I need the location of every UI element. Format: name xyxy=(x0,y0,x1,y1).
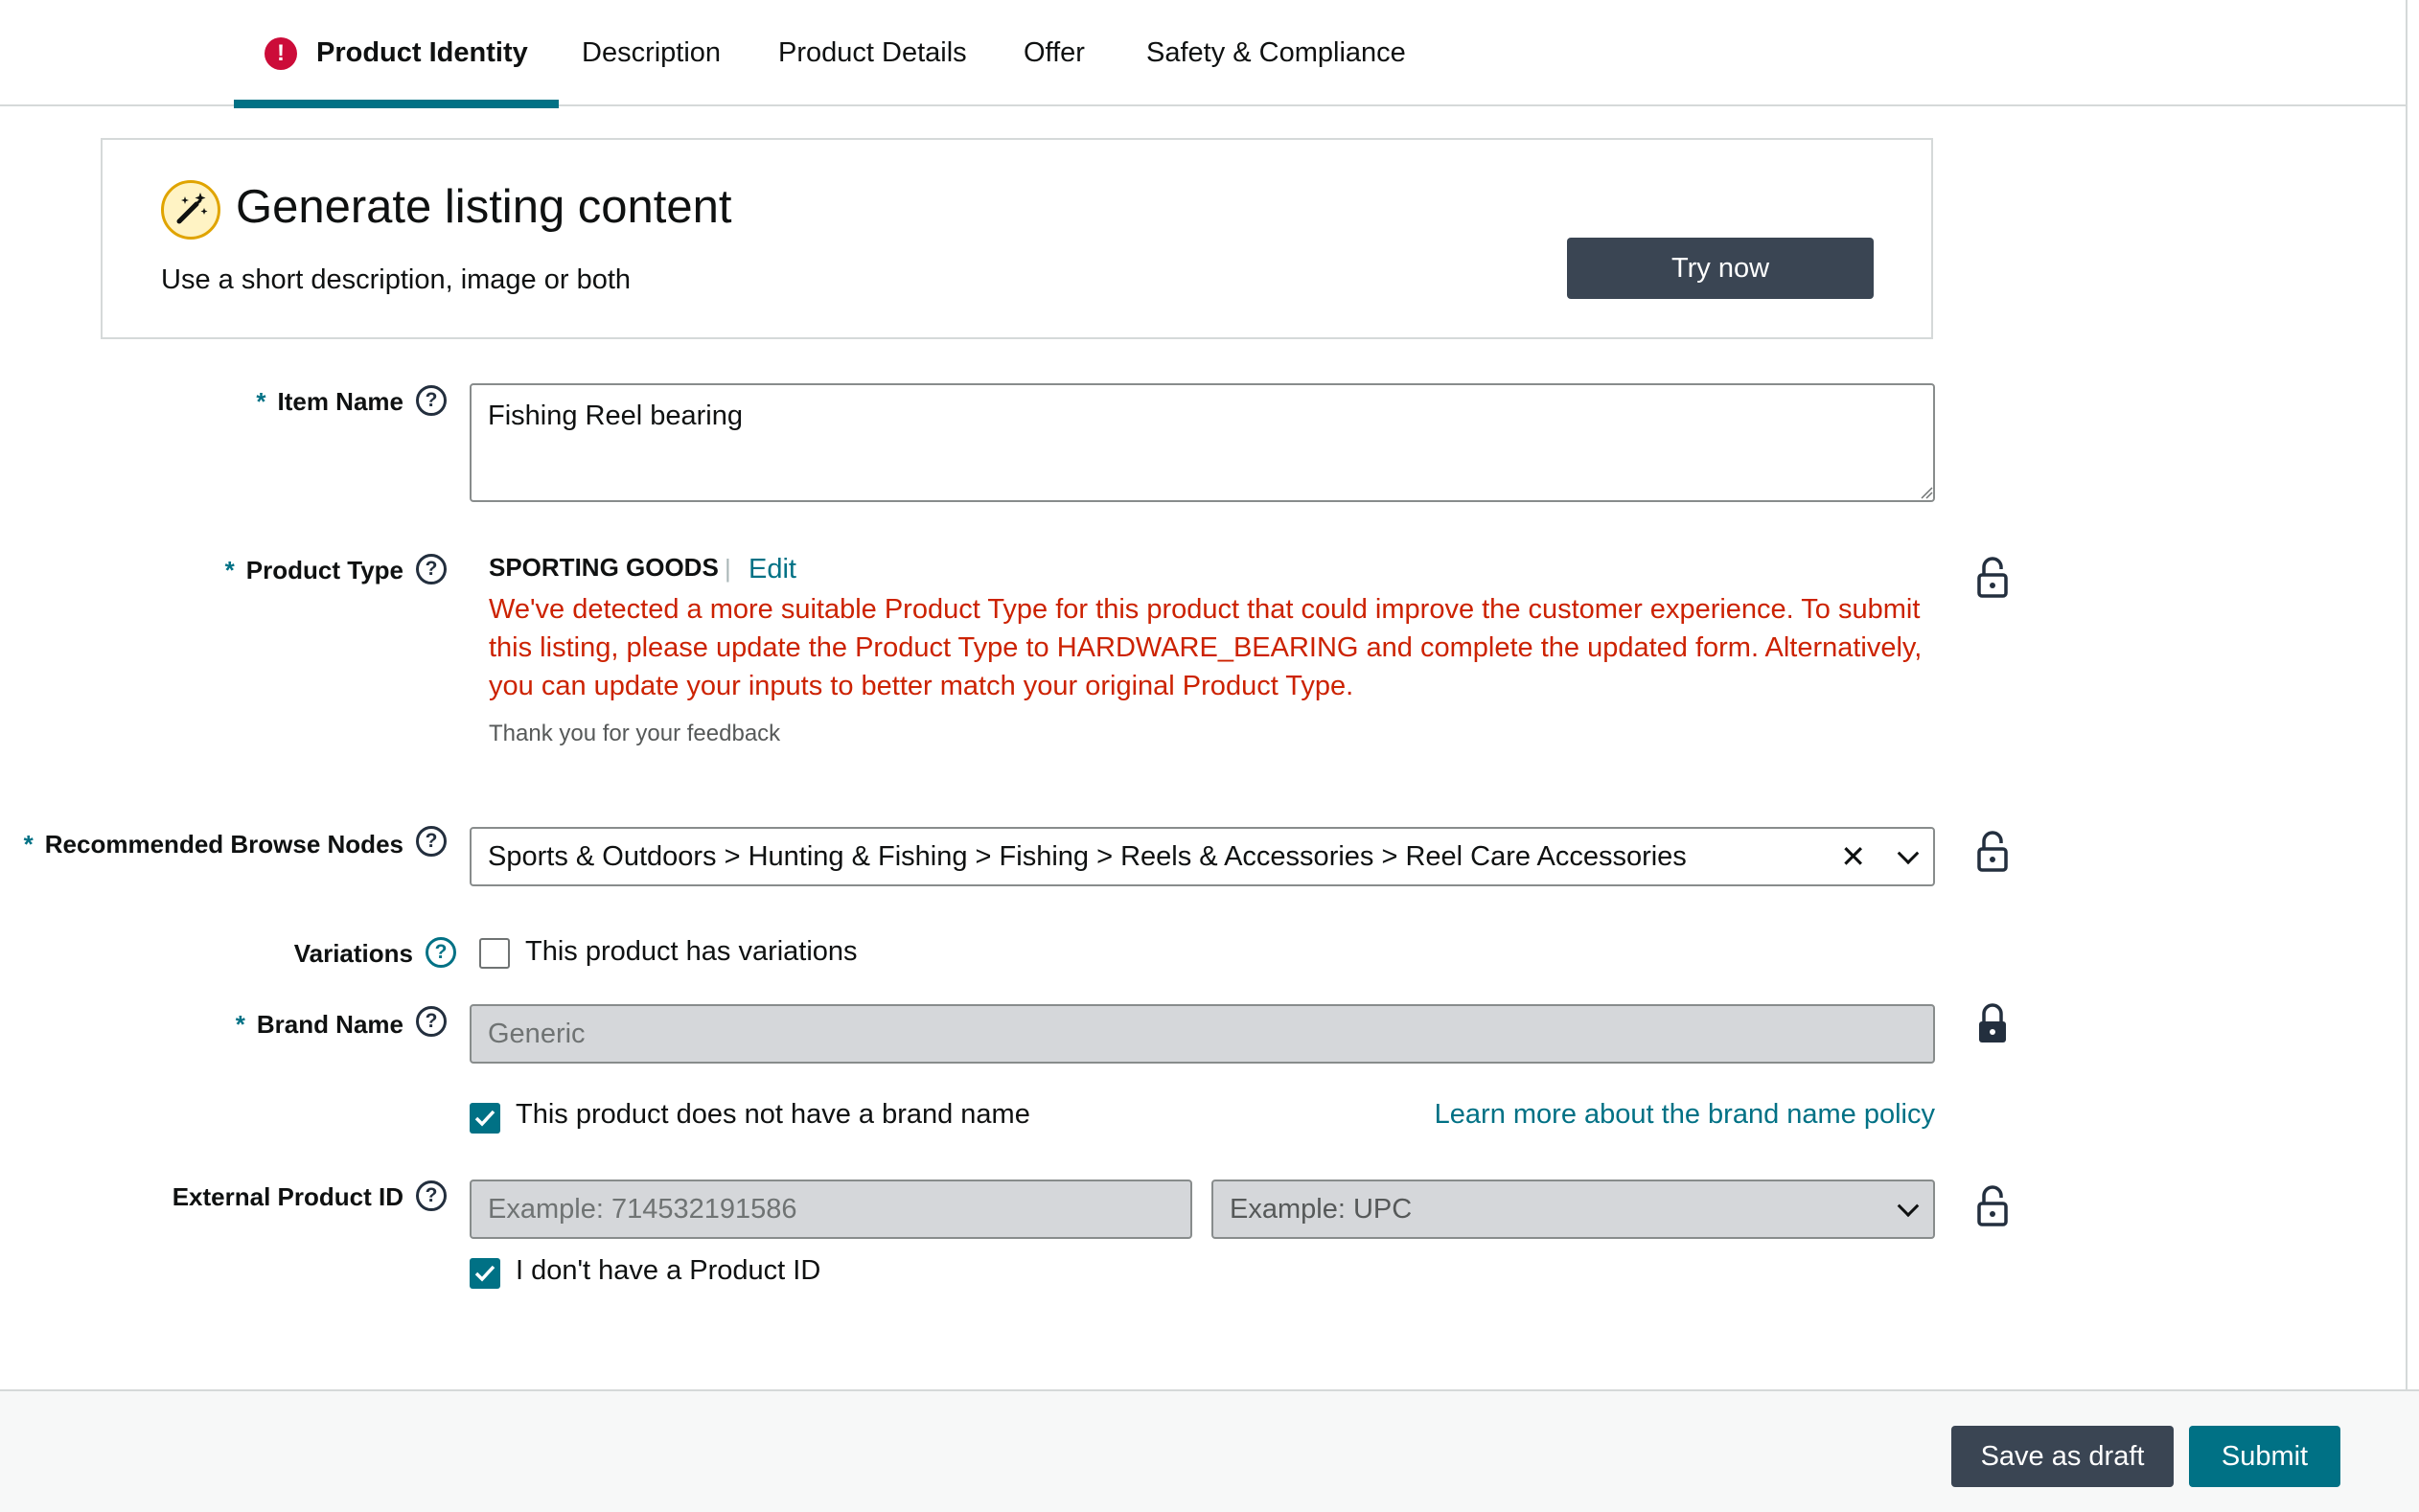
external-id-placeholder: Example: 714532191586 xyxy=(488,1193,797,1225)
tab-product-identity[interactable] xyxy=(234,0,559,106)
tab-safety-compliance[interactable] xyxy=(1146,0,1406,106)
save-as-draft-button[interactable]: Save as draft xyxy=(1951,1426,2174,1487)
external-id-type-placeholder: Example: UPC xyxy=(1230,1193,1413,1225)
resize-handle-icon[interactable] xyxy=(1920,486,1933,499)
required-marker: * xyxy=(235,1010,245,1039)
product-type-label-text: Product Type xyxy=(245,556,403,584)
chevron-down-icon[interactable] xyxy=(1898,842,1920,864)
checkmark-icon xyxy=(474,1265,495,1282)
product-type-label xyxy=(225,556,403,585)
generate-title: Generate listing content xyxy=(236,181,732,233)
variations-label: Variations xyxy=(293,939,413,968)
no-brand-label: This product does not have a brand name xyxy=(516,1099,1030,1130)
item-name-label-text: Item Name xyxy=(277,387,403,416)
help-icon[interactable]: ? xyxy=(426,937,456,968)
separator: | xyxy=(725,554,731,583)
brand-name-label xyxy=(236,1010,403,1040)
no-product-id-checkbox[interactable] xyxy=(470,1258,500,1289)
clear-icon[interactable]: ✕ xyxy=(1840,839,1866,874)
help-icon[interactable]: ? xyxy=(416,1006,447,1037)
magic-wand-icon xyxy=(161,180,220,240)
variations-checkbox[interactable] xyxy=(479,938,510,969)
item-name-input[interactable] xyxy=(470,383,1935,502)
help-icon[interactable]: ? xyxy=(416,385,447,416)
feedback-message: Thank you for your feedback xyxy=(489,721,781,746)
tab-bar xyxy=(0,0,2406,106)
lock-icon[interactable] xyxy=(1976,1002,2009,1044)
tab-label: Safety & Compliance xyxy=(1146,37,1406,68)
item-name-label xyxy=(256,387,403,417)
variations-checkbox-label: This product has variations xyxy=(525,936,858,967)
footer-bar xyxy=(0,1389,2419,1512)
unlock-icon[interactable] xyxy=(1976,830,2009,872)
brand-name-label-text: Brand Name xyxy=(256,1010,403,1039)
chevron-down-icon[interactable] xyxy=(1898,1195,1920,1217)
scrollbar-edge xyxy=(2406,0,2407,1389)
checkmark-icon xyxy=(474,1110,495,1127)
brand-name-placeholder: Generic xyxy=(488,1018,586,1049)
brand-name-input[interactable] xyxy=(470,1004,1935,1064)
external-id-input[interactable] xyxy=(470,1180,1192,1239)
product-type-value: SPORTING GOODS xyxy=(489,553,719,582)
help-icon[interactable]: ? xyxy=(416,1180,447,1211)
active-tab-indicator xyxy=(234,100,559,108)
product-type-edit-link[interactable]: Edit xyxy=(749,554,796,584)
brand-policy-link[interactable]: Learn more about the brand name policy xyxy=(1434,1099,1935,1130)
tab-label: Description xyxy=(582,37,722,68)
required-marker: * xyxy=(224,556,235,584)
tab-product-details[interactable] xyxy=(778,0,967,106)
help-icon[interactable]: ? xyxy=(416,826,447,857)
tab-label: Product Details xyxy=(778,37,967,68)
generate-subtitle: Use a short description, image or both xyxy=(161,264,632,295)
tab-offer[interactable] xyxy=(1024,0,1085,106)
unlock-icon[interactable] xyxy=(1976,556,2009,598)
tab-label: Product Identity xyxy=(316,37,528,68)
product-type-warning: We've detected a more suitable Product Type for this product that could improve the customer experience. To submit this listing, please update the Product Type to HARDWARE_BEARING and complete the updated form. Alternatively, you can update your inputs to better match your original Product Type. xyxy=(489,594,1923,701)
try-now-button[interactable]: Try now xyxy=(1567,238,1874,299)
no-product-id-label: I don't have a Product ID xyxy=(516,1255,821,1286)
browse-nodes-label xyxy=(24,830,403,859)
browse-nodes-label-text: Recommended Browse Nodes xyxy=(44,830,403,859)
tab-label: Offer xyxy=(1024,37,1085,68)
submit-button[interactable]: Submit xyxy=(2189,1426,2340,1487)
external-id-label: External Product ID xyxy=(172,1182,403,1211)
browse-nodes-value: Sports & Outdoors > Hunting & Fishing > Fishing > Reels & Accessories > Reel Care Accessories xyxy=(488,840,1687,872)
generate-listing-card xyxy=(101,138,1933,339)
external-id-type-select[interactable] xyxy=(1211,1180,1935,1239)
no-brand-checkbox[interactable] xyxy=(470,1103,500,1134)
tab-description[interactable] xyxy=(582,0,721,106)
help-icon[interactable]: ? xyxy=(416,554,447,584)
required-marker: * xyxy=(256,387,266,416)
browse-nodes-select[interactable] xyxy=(470,827,1935,886)
error-icon: ! xyxy=(265,37,297,70)
unlock-icon[interactable] xyxy=(1976,1184,2009,1226)
required-marker: * xyxy=(23,830,34,859)
